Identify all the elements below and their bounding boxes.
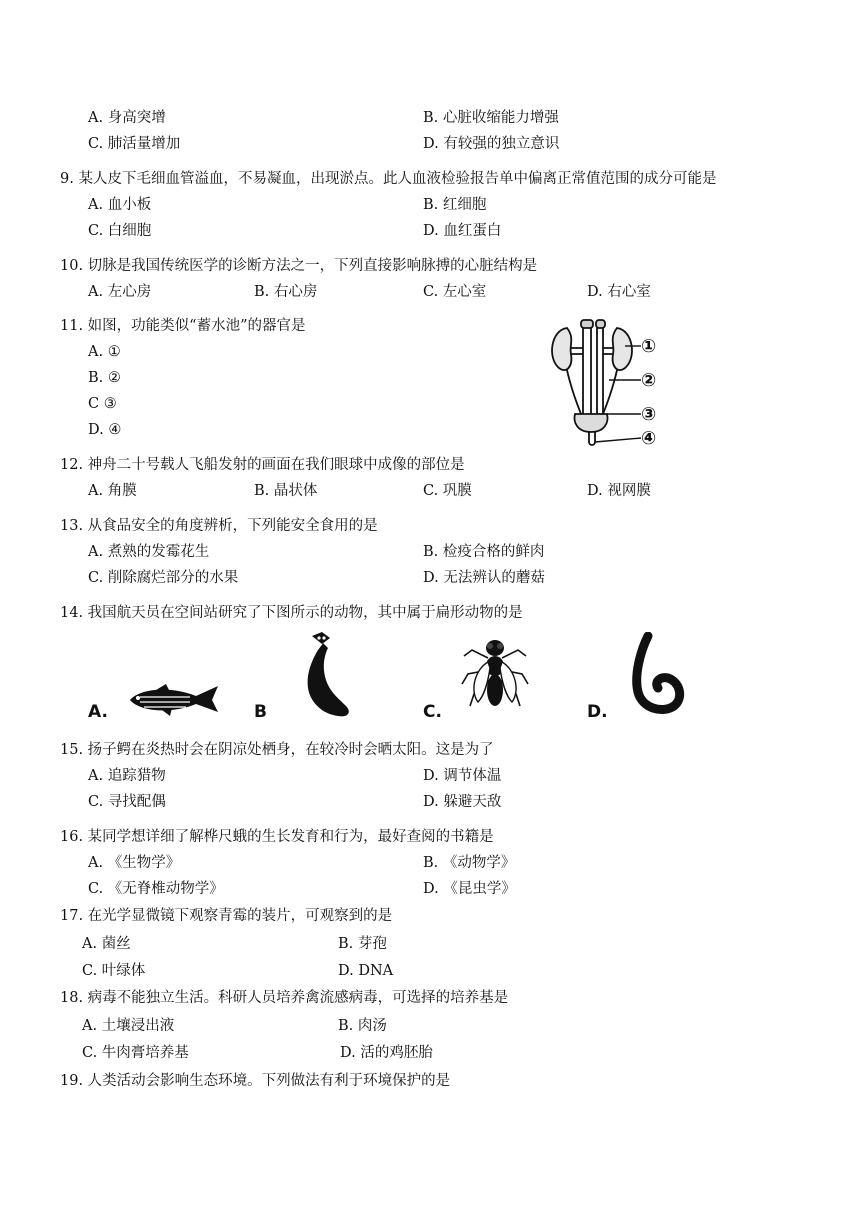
q12-option-c: C. 巩膜 — [423, 483, 472, 499]
q16-option-c: C. 《无脊椎动物学》 — [88, 881, 224, 897]
figure-label-4: ④ — [641, 428, 657, 449]
q15-option-b: D. 调节体温 — [423, 768, 502, 784]
q11-option-a: A. ① — [88, 344, 121, 360]
q12-option-b: B. 晶状体 — [254, 483, 318, 499]
q9-option-b: B. 红细胞 — [423, 197, 487, 213]
q17-option-a: A. 菌丝 — [82, 936, 131, 952]
q15-option-d: D. 躲避天敌 — [423, 794, 502, 810]
q14-label-c: C. — [423, 702, 442, 722]
q15-option-a: A. 追踪猎物 — [88, 768, 166, 784]
urinary-system-figure — [545, 318, 685, 450]
q13-stem: 13. 从食品安全的角度辨析，下列能安全食用的是 — [60, 518, 378, 534]
q18-option-a: A. 土壤浸出液 — [82, 1018, 175, 1034]
q8-option-c: C. 肺活量增加 — [88, 136, 181, 152]
q10-option-a: A. 左心房 — [88, 284, 152, 300]
q13-option-d: D. 无法辨认的蘑菇 — [423, 570, 545, 586]
q17-option-d: D. DNA — [338, 963, 394, 979]
q17-option-b: B. 芽孢 — [338, 936, 387, 952]
q18-option-c: C. 牛肉膏培养基 — [82, 1045, 189, 1061]
q14-stem: 14. 我国航天员在空间站研究了下图所示的动物，其中属于扁形动物的是 — [60, 605, 523, 621]
q10-stem: 10. 切脉是我国传统医学的诊断方法之一，下列直接影响脉搏的心脏结构是 — [60, 258, 538, 274]
q9-stem: 9. 某人皮下毛细血管溢血，不易凝血，出现淤点。此人血液检验报告单中偏离正常值范围的成分可能是 — [60, 171, 717, 187]
q13-option-c: C. 削除腐烂部分的水果 — [88, 570, 239, 586]
q12-option-a: A. 角膜 — [88, 483, 137, 499]
q16-stem: 16. 某同学想详细了解桦尺蛾的生长发育和行为，最好查阅的书籍是 — [60, 829, 494, 845]
q16-option-b: B. 《动物学》 — [423, 855, 516, 871]
q14-label-d: D. — [587, 702, 608, 722]
q14-label-b: B — [254, 702, 267, 722]
q10-option-b: B. 右心房 — [254, 284, 318, 300]
figure-label-3: ③ — [641, 404, 657, 425]
q11-option-d: D. ④ — [88, 422, 122, 438]
q16-option-a: A. 《生物学》 — [88, 855, 181, 871]
figure-label-1: ① — [641, 336, 657, 357]
q15-option-c: C. 寻找配偶 — [88, 794, 166, 810]
q10-option-c: C. 左心室 — [423, 284, 487, 300]
q8-option-d: D. 有较强的独立意识 — [423, 136, 560, 152]
q8-option-a: A. 身高突增 — [88, 110, 166, 126]
q18-stem: 18. 病毒不能独立生活。科研人员培养禽流感病毒，可选择的培养基是 — [60, 990, 509, 1006]
q18-option-b: B. 肉汤 — [338, 1018, 387, 1034]
q14-label-a: A. — [88, 702, 108, 722]
q11-stem: 11. 如图，功能类似“蓄水池”的器官是 — [60, 318, 306, 334]
q15-stem: 15. 扬子鳄在炎热时会在阴凉处栖身，在较冷时会晒太阳。这是为了 — [60, 742, 494, 758]
q11-option-b: B. ② — [88, 370, 121, 386]
q17-option-c: C. 叶绿体 — [82, 963, 146, 979]
q13-option-b: B. 检疫合格的鲜肉 — [423, 544, 545, 560]
left-kidney — [552, 328, 571, 370]
q19-stem: 19. 人类活动会影响生态环境。下列做法有利于环境保护的是 — [60, 1073, 451, 1089]
q12-stem: 12. 神舟二十号载人飞船发射的画面在我们眼球中成像的部位是 — [60, 457, 465, 473]
figure-label-2: ② — [641, 370, 657, 391]
q16-option-d: D. 《昆虫学》 — [423, 881, 516, 897]
q9-option-d: D. 血红蛋白 — [423, 223, 502, 239]
right-kidney — [613, 328, 632, 370]
q9-option-c: C. 白细胞 — [88, 223, 152, 239]
q10-option-d: D. 右心室 — [587, 284, 651, 300]
fish-figure — [126, 682, 222, 718]
q13-option-a: A. 煮熟的发霉花生 — [88, 544, 210, 560]
fly-figure — [460, 636, 530, 714]
roundworm-figure — [628, 632, 688, 716]
q17-stem: 17. 在光学显微镜下观察青霉的装片，可观察到的是 — [60, 908, 393, 924]
q9-option-a: A. 血小板 — [88, 197, 152, 213]
q11-option-c: C ③ — [88, 396, 117, 412]
q18-option-d: D. 活的鸡胚胎 — [340, 1045, 433, 1061]
q12-option-d: D. 视网膜 — [587, 483, 651, 499]
q8-option-b: B. 心脏收缩能力增强 — [423, 110, 559, 126]
flatworm-figure — [294, 630, 356, 720]
